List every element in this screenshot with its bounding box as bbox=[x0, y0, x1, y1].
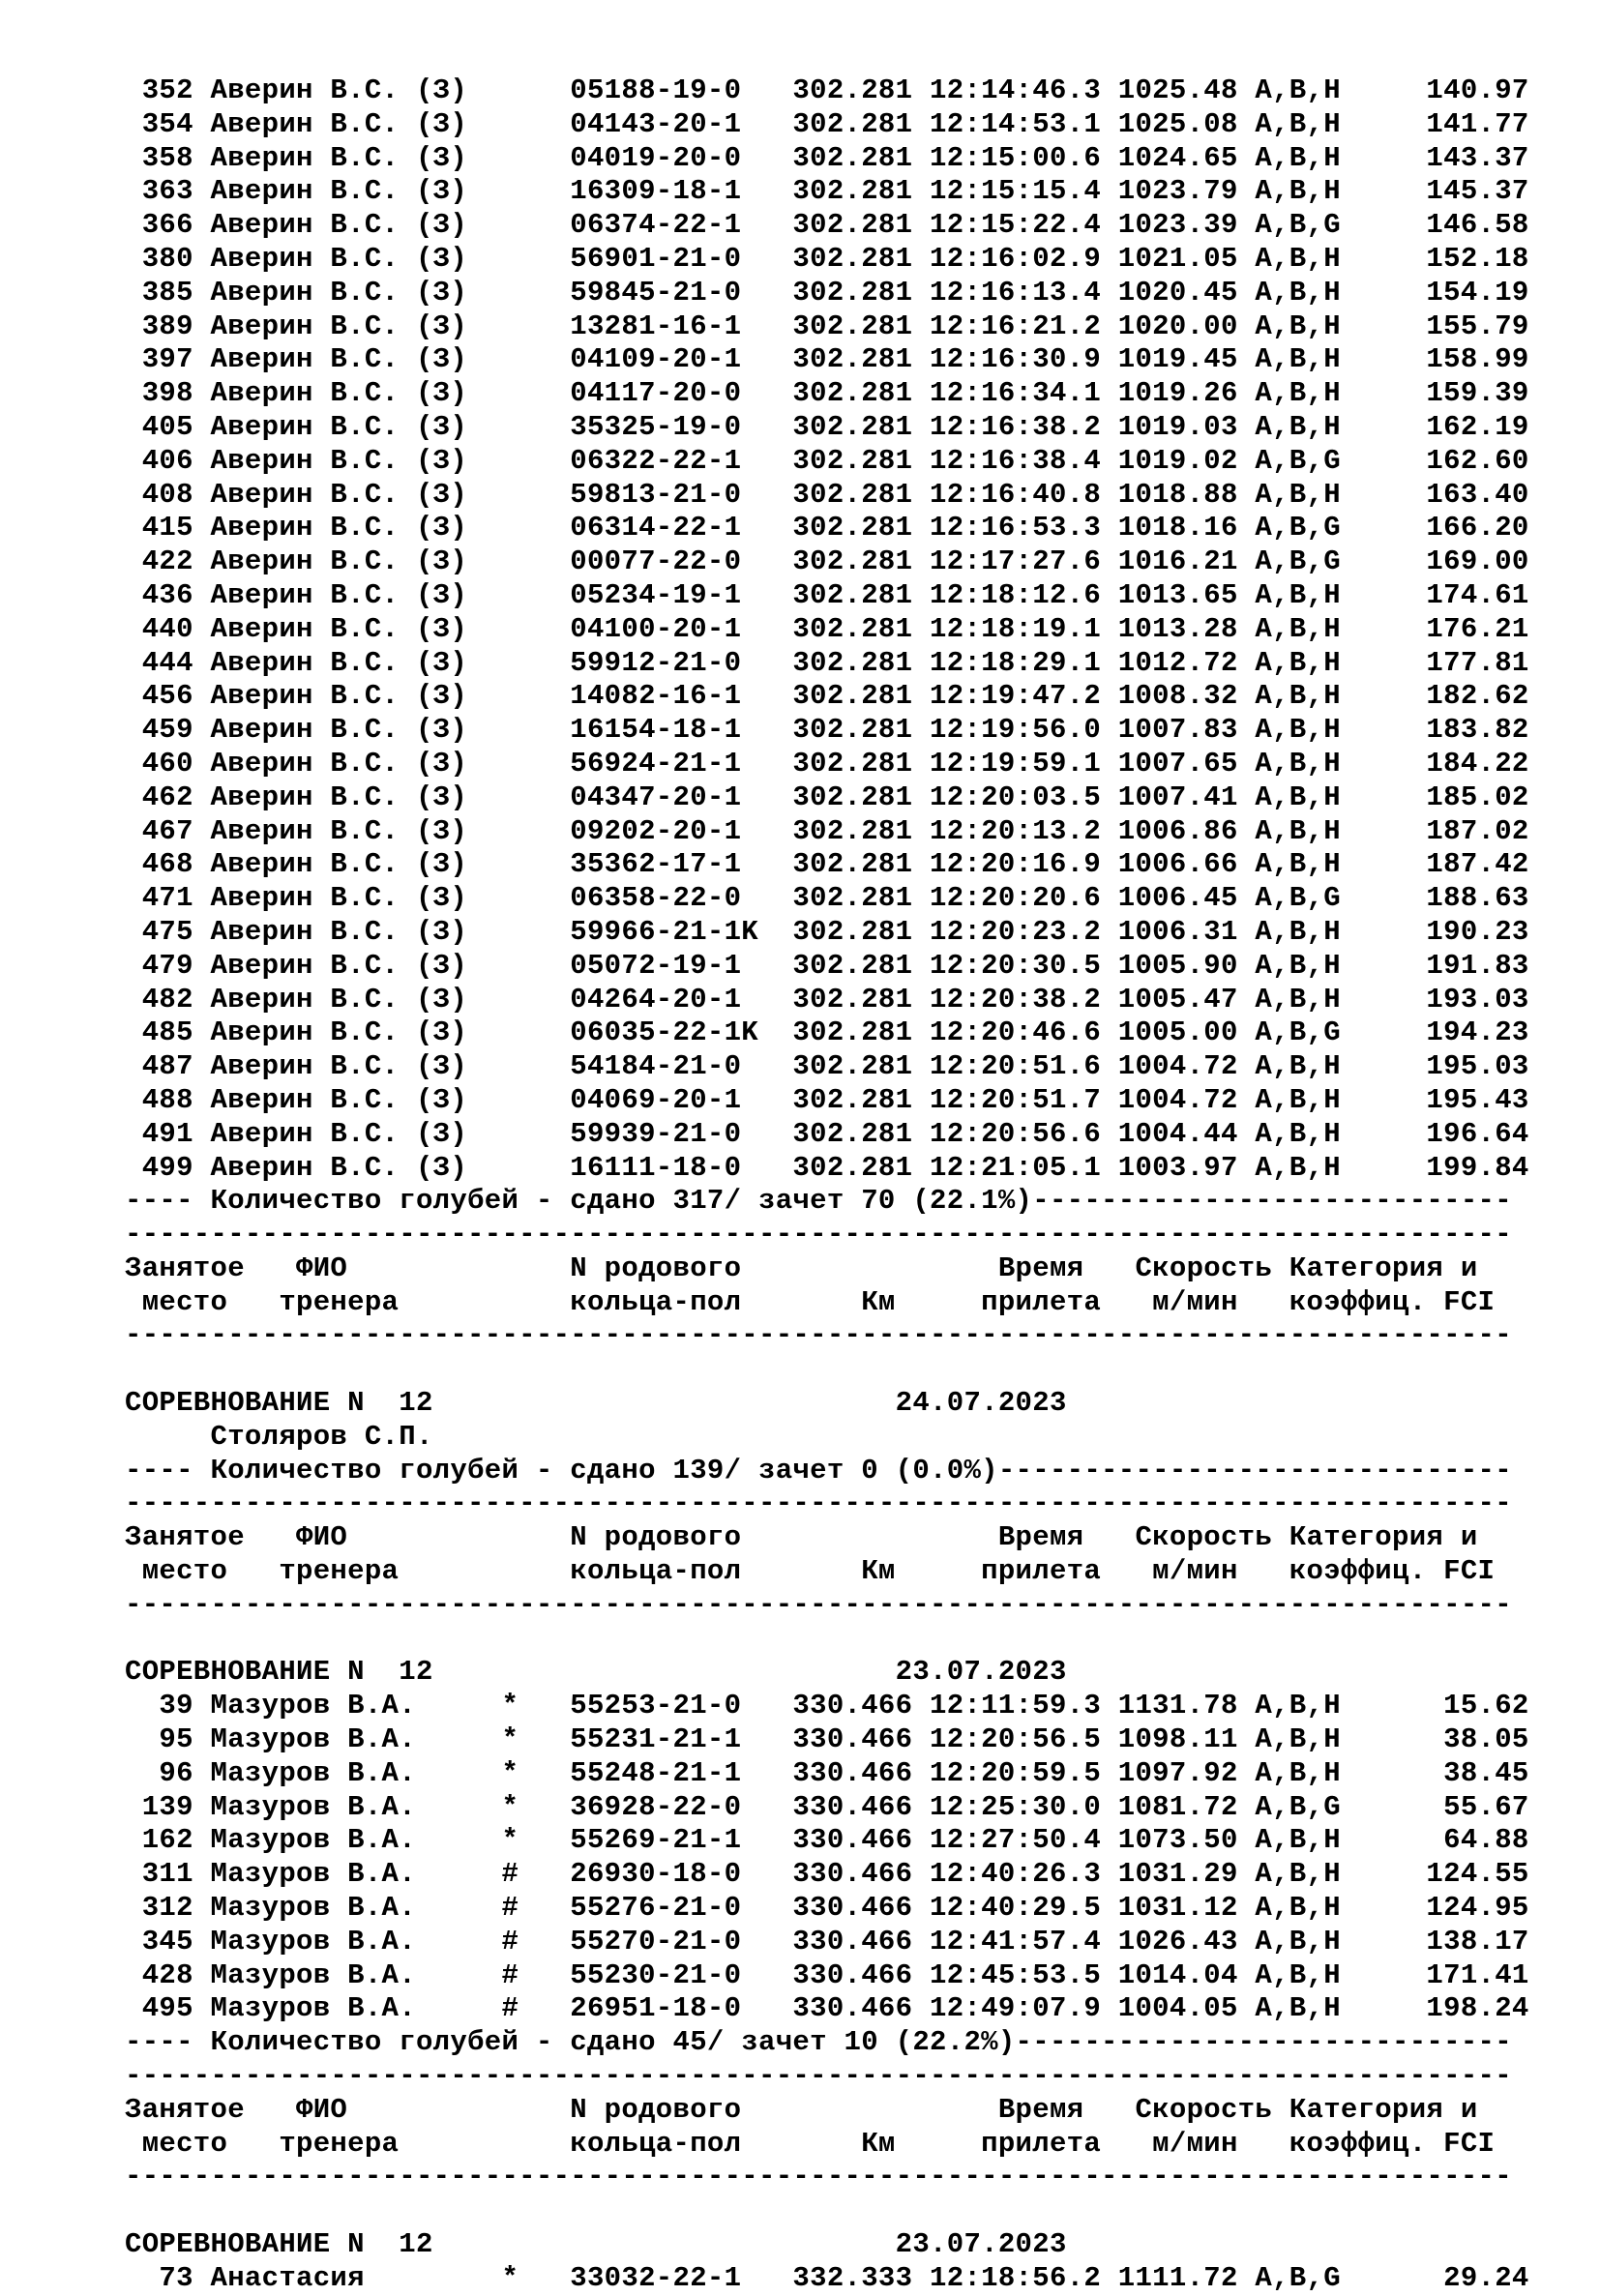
column-header-line-2: место тренера кольца-пол Км прилета м/мин коэффиц. FCI bbox=[125, 1285, 1496, 1318]
result-row: 389 Аверин В.С. (З) 13281-16-1 302.281 12:16:21.2 1020.00 A,B,H 155.79 bbox=[125, 309, 1529, 342]
blank-line bbox=[125, 2194, 1529, 2228]
column-header-line-1: Занятое ФИО N родового Время Скорость Категория и bbox=[125, 1521, 1478, 1554]
result-row: 460 Аверин В.С. (З) 56924-21-1 302.281 12:19:59.1 1007.65 A,B,H 184.22 bbox=[125, 747, 1529, 780]
result-row: 462 Аверин В.С. (З) 04347-20-1 302.281 12:20:03.5 1007.41 A,B,H 185.02 bbox=[125, 780, 1529, 813]
result-row: 352 Аверин В.С. (З) 05188-19-0 302.281 12:14:46.3 1025.48 A,B,H 140.97 bbox=[125, 74, 1529, 106]
result-row: 415 Аверин В.С. (З) 06314-22-1 302.281 12:16:53.3 1018.16 A,B,G 166.20 bbox=[125, 512, 1529, 545]
header-rule-bottom: --------------------------------------------------------------------------------- bbox=[125, 1588, 1512, 1621]
column-header-line-2: место тренера кольца-пол Км прилета м/мин коэффиц. FCI bbox=[125, 2127, 1496, 2160]
result-row: 345 Мазуров В.А. # 55270-21-0 330.466 12:41:57.4 1026.43 A,B,H 138.17 bbox=[125, 1925, 1529, 1957]
result-row: 363 Аверин В.С. (З) 16309-18-1 302.281 12:15:15.4 1023.79 A,B,H 145.37 bbox=[125, 175, 1529, 208]
result-row: 312 Мазуров В.А. # 55276-21-0 330.466 12:40:29.5 1031.12 A,B,H 124.95 bbox=[125, 1892, 1529, 1925]
result-row: 398 Аверин В.С. (З) 04117-20-0 302.281 12:16:34.1 1019.26 A,B,H 159.39 bbox=[125, 377, 1529, 410]
column-header-line-2: место тренера кольца-пол Км прилета м/мин коэффиц. FCI bbox=[125, 1555, 1496, 1588]
result-row: 479 Аверин В.С. (З) 05072-19-1 302.281 12:20:30.5 1005.90 A,B,H 191.83 bbox=[125, 949, 1529, 982]
result-row: 491 Аверин В.С. (З) 59939-21-0 302.281 12:20:56.6 1004.44 A,B,H 196.64 bbox=[125, 1117, 1529, 1150]
result-row: 428 Мазуров В.А. # 55230-21-0 330.466 12:45:53.5 1014.04 A,B,H 171.41 bbox=[125, 1958, 1529, 1991]
result-row: 358 Аверин В.С. (З) 04019-20-0 302.281 12:15:00.6 1024.65 A,B,H 143.37 bbox=[125, 141, 1529, 174]
result-row: 487 Аверин В.С. (З) 54184-21-0 302.281 12:20:51.6 1004.72 A,B,H 195.03 bbox=[125, 1050, 1529, 1083]
competition-title: СОРЕВНОВАНИЕ N 12 24.07.2023 bbox=[125, 1387, 1067, 1420]
column-header-line-1: Занятое ФИО N родового Время Скорость Категория и bbox=[125, 1251, 1478, 1284]
result-row: 436 Аверин В.С. (З) 05234-19-1 302.281 12:18:12.6 1013.65 A,B,H 174.61 bbox=[125, 578, 1529, 611]
result-row: 95 Мазуров В.А. * 55231-21-1 330.466 12:20:56.5 1098.11 A,B,H 38.05 bbox=[125, 1723, 1529, 1756]
result-row: 73 Анастасия * 33032-22-1 332.333 12:18:56.2 1111.72 A,B,G 29.24 bbox=[125, 2261, 1529, 2294]
header-rule-bottom: --------------------------------------------------------------------------------- bbox=[125, 2161, 1512, 2193]
result-row: 475 Аверин В.С. (З) 59966-21-1K 302.281 12:20:23.2 1006.31 A,B,H 190.23 bbox=[125, 915, 1529, 948]
result-row: 311 Мазуров В.А. # 26930-18-0 330.466 12:40:26.3 1031.29 A,B,H 124.55 bbox=[125, 1858, 1529, 1891]
result-row: 397 Аверин В.С. (З) 04109-20-1 302.281 12:16:30.9 1019.45 A,B,H 158.99 bbox=[125, 343, 1529, 376]
header-rule-top: --------------------------------------------------------------------------------- bbox=[125, 2060, 1512, 2093]
result-row: 385 Аверин В.С. (З) 59845-21-0 302.281 12:16:13.4 1020.45 A,B,H 154.19 bbox=[125, 276, 1529, 309]
result-row: 408 Аверин В.С. (З) 59813-21-0 302.281 12:16:40.8 1018.88 A,B,H 163.40 bbox=[125, 478, 1529, 511]
summary-line: ---- Количество голубей - сдано 45/ зачет 10 (22.2%)----------------------------- bbox=[125, 2026, 1512, 2059]
result-row: 488 Аверин В.С. (З) 04069-20-1 302.281 12:20:51.7 1004.72 A,B,H 195.43 bbox=[125, 1083, 1529, 1116]
result-row: 456 Аверин В.С. (З) 14082-16-1 302.281 12:19:47.2 1008.32 A,B,H 182.62 bbox=[125, 680, 1529, 713]
result-row: 467 Аверин В.С. (З) 09202-20-1 302.281 12:20:13.2 1006.86 A,B,H 187.02 bbox=[125, 814, 1529, 847]
result-row: 468 Аверин В.С. (З) 35362-17-1 302.281 12:20:16.9 1006.66 A,B,H 187.42 bbox=[125, 848, 1529, 881]
result-row: 471 Аверин В.С. (З) 06358-22-0 302.281 12:20:20.6 1006.45 A,B,G 188.63 bbox=[125, 882, 1529, 915]
summary-line: ---- Количество голубей - сдано 139/ зачет 0 (0.0%)------------------------------ bbox=[125, 1454, 1512, 1487]
result-row: 485 Аверин В.С. (З) 06035-22-1K 302.281 12:20:46.6 1005.00 A,B,G 194.23 bbox=[125, 1016, 1529, 1049]
blank-line bbox=[125, 1623, 1529, 1657]
result-row: 354 Аверин В.С. (З) 04143-20-1 302.281 12:14:53.1 1025.08 A,B,H 141.77 bbox=[125, 107, 1529, 140]
result-row: 96 Мазуров В.А. * 55248-21-1 330.466 12:20:59.5 1097.92 A,B,H 38.45 bbox=[125, 1756, 1529, 1789]
result-row: 406 Аверин В.С. (З) 06322-22-1 302.281 12:16:38.4 1019.02 A,B,G 162.60 bbox=[125, 444, 1529, 477]
summary-line: ---- Количество голубей - сдано 317/ зачет 70 (22.1%)---------------------------- bbox=[125, 1185, 1512, 1218]
header-rule-top: --------------------------------------------------------------------------------- bbox=[125, 1487, 1512, 1520]
result-row: 459 Аверин В.С. (З) 16154-18-1 302.281 12:19:56.0 1007.83 A,B,H 183.82 bbox=[125, 714, 1529, 747]
result-row: 162 Мазуров В.А. * 55269-21-1 330.466 12:27:50.4 1073.50 A,B,H 64.88 bbox=[125, 1824, 1529, 1857]
result-row: 482 Аверин В.С. (З) 04264-20-1 302.281 12:20:38.2 1005.47 A,B,H 193.03 bbox=[125, 983, 1529, 1016]
column-header-line-1: Занятое ФИО N родового Время Скорость Категория и bbox=[125, 2093, 1478, 2126]
result-row: 444 Аверин В.С. (З) 59912-21-0 302.281 12:18:29.1 1012.72 A,B,H 177.81 bbox=[125, 646, 1529, 679]
result-row: 422 Аверин В.С. (З) 00077-22-0 302.281 12:17:27.6 1016.21 A,B,G 169.00 bbox=[125, 545, 1529, 578]
result-row: 499 Аверин В.С. (З) 16111-18-0 302.281 12:21:05.1 1003.97 A,B,H 199.84 bbox=[125, 1151, 1529, 1184]
result-row: 440 Аверин В.С. (З) 04100-20-1 302.281 12:18:19.1 1013.28 A,B,H 176.21 bbox=[125, 612, 1529, 645]
result-row: 39 Мазуров В.А. * 55253-21-0 330.466 12:11:59.3 1131.78 A,B,H 15.62 bbox=[125, 1690, 1529, 1722]
competition-title: СОРЕВНОВАНИЕ N 12 23.07.2023 bbox=[125, 2228, 1067, 2260]
header-rule-bottom: --------------------------------------------------------------------------------- bbox=[125, 1319, 1512, 1352]
results-document bbox=[125, 74, 1529, 2296]
result-row: 380 Аверин В.С. (З) 56901-21-0 302.281 12:16:02.9 1021.05 A,B,H 152.18 bbox=[125, 242, 1529, 275]
result-row: 405 Аверин В.С. (З) 35325-19-0 302.281 12:16:38.2 1019.03 A,B,H 162.19 bbox=[125, 410, 1529, 443]
trainer-name: Столяров С.П. bbox=[125, 1420, 433, 1453]
result-row: 366 Аверин В.С. (З) 06374-22-1 302.281 12:15:22.4 1023.39 A,B,G 146.58 bbox=[125, 209, 1529, 242]
competition-title: СОРЕВНОВАНИЕ N 12 23.07.2023 bbox=[125, 1656, 1067, 1689]
blank-line bbox=[125, 1353, 1529, 1387]
result-row: 495 Мазуров В.А. # 26951-18-0 330.466 12:49:07.9 1004.05 A,B,H 198.24 bbox=[125, 1992, 1529, 2025]
header-rule-top: --------------------------------------------------------------------------------- bbox=[125, 1219, 1512, 1251]
result-row: 139 Мазуров В.А. * 36928-22-0 330.466 12:25:30.0 1081.72 A,B,G 55.67 bbox=[125, 1790, 1529, 1823]
